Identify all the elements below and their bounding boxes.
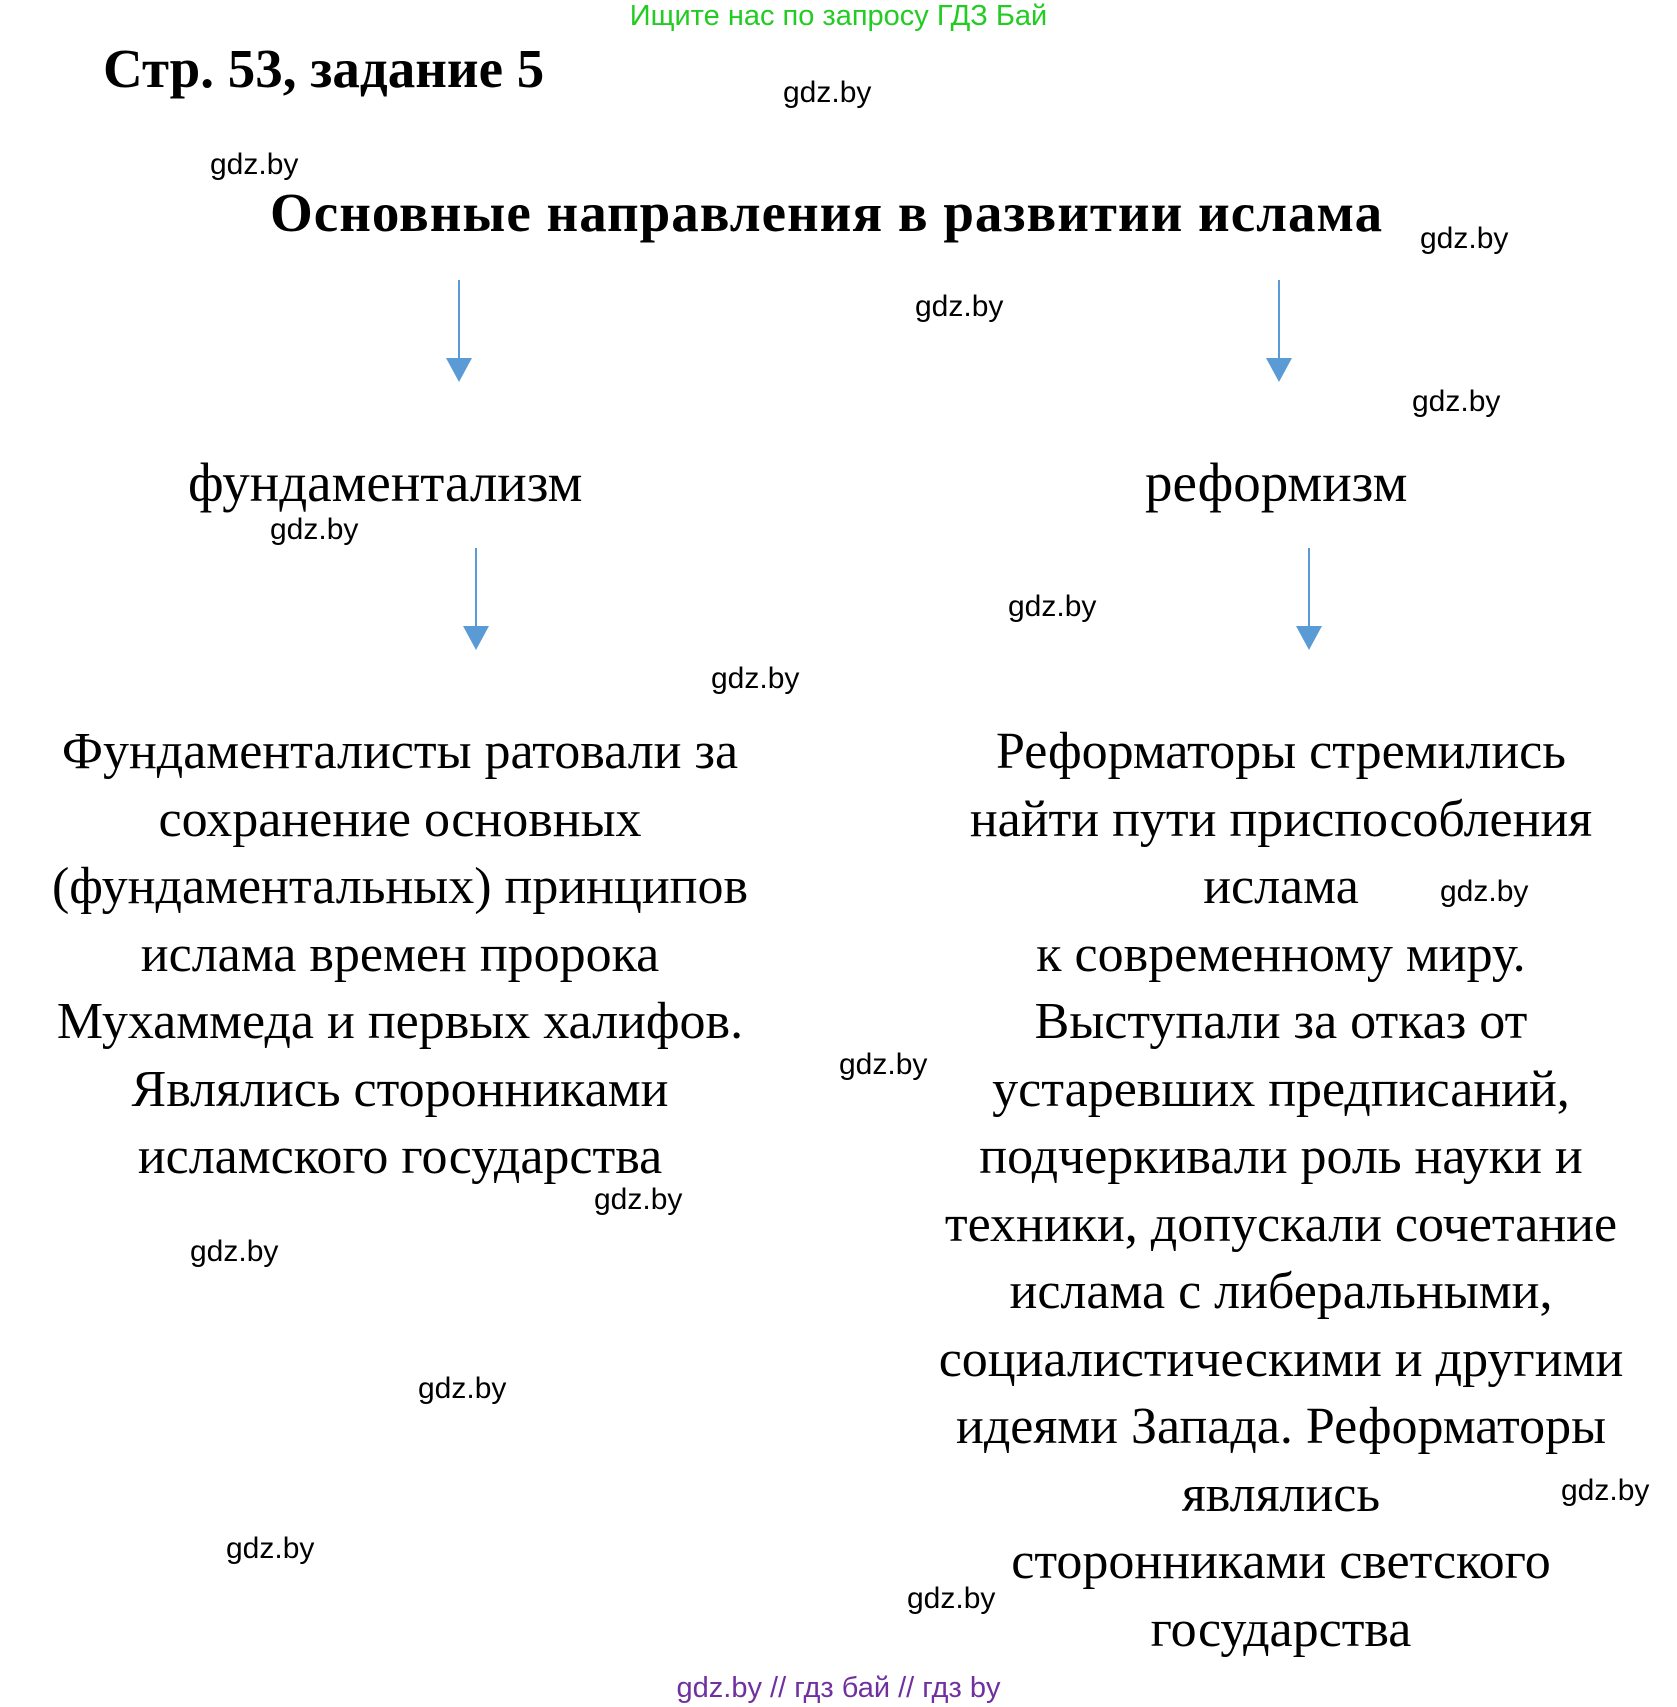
arrow-reformism-to-description [1296,548,1322,650]
arrow-title-to-reformism [1266,280,1292,382]
reformism-description-line: ислама с либеральными, [1009,1263,1553,1320]
reformism-description-line: сторонниками светского [1011,1533,1551,1590]
watermark: gdz.by [270,513,359,546]
reformism-description-line: Выступали за отказ от [1034,993,1528,1050]
fundamentalism-description-line: ислама времен пророка [140,925,660,983]
footer-links: gdz.by // гдз бай // гдз by [676,1672,1001,1704]
reformism-description-line: устаревших предписаний, [992,1060,1570,1118]
fundamentalism-description [0,718,800,1191]
diagram-title: Основные направления в развитии ислама [270,182,1384,243]
reformism-description-line: подчеркивали роль науки и [979,1128,1583,1185]
reformism-description-line: социалистическими и другими [938,1330,1624,1388]
watermark: gdz.by [210,148,299,181]
watermark: gdz.by [594,1183,683,1216]
promo-banner: Ищите нас по запросу ГДЗ Бай [629,0,1048,32]
reformism-description-line: являлись [1181,1465,1381,1523]
watermark: gdz.by [783,76,872,109]
reformism-description [885,718,1677,1663]
fundamentalism-description-line: исламского государства [137,1128,663,1185]
watermark: gdz.by [839,1048,928,1081]
watermark: gdz.by [711,662,800,695]
branch-label-reformism: реформизм [1145,452,1408,513]
reformism-description-line: государства [1150,1600,1412,1658]
reformism-description-line: идеями Запада. Реформаторы [955,1398,1607,1455]
watermark: gdz.by [226,1532,315,1565]
fundamentalism-description-line: сохранение основных [158,790,642,848]
reformism-description-line: ислама [1203,858,1359,915]
watermark: gdz.by [1008,590,1097,623]
arrow-fundamentalism-to-description [463,548,489,650]
page-title: Стр. 53, задание 5 [103,38,545,99]
reformism-description-line: Реформаторы стремились [996,723,1566,780]
reformism-description-line: найти пути приспособления [969,790,1593,848]
reformism-description-line: к современному миру. [1036,925,1526,983]
reformism-description-line: техники, допускали сочетание [944,1195,1618,1253]
watermark: gdz.by [907,1582,996,1615]
watermark: gdz.by [1420,222,1509,255]
watermark: gdz.by [1561,1474,1650,1507]
watermark: gdz.by [915,290,1004,323]
fundamentalism-description-line: Мухаммеда и первых халифов. [56,993,744,1050]
watermark: gdz.by [1412,385,1501,418]
watermark: gdz.by [190,1235,279,1268]
watermark: gdz.by [1440,875,1529,908]
fundamentalism-description-line: Фундаменталисты ратовали за [61,723,739,780]
arrow-title-to-fundamentalism [446,280,472,382]
fundamentalism-description-line: Являлись сторонниками [131,1060,669,1118]
fundamentalism-description-line: (фундаментальных) принципов [51,858,749,915]
branch-label-fundamentalism: фундаментализм [188,452,583,513]
watermark: gdz.by [418,1372,507,1405]
